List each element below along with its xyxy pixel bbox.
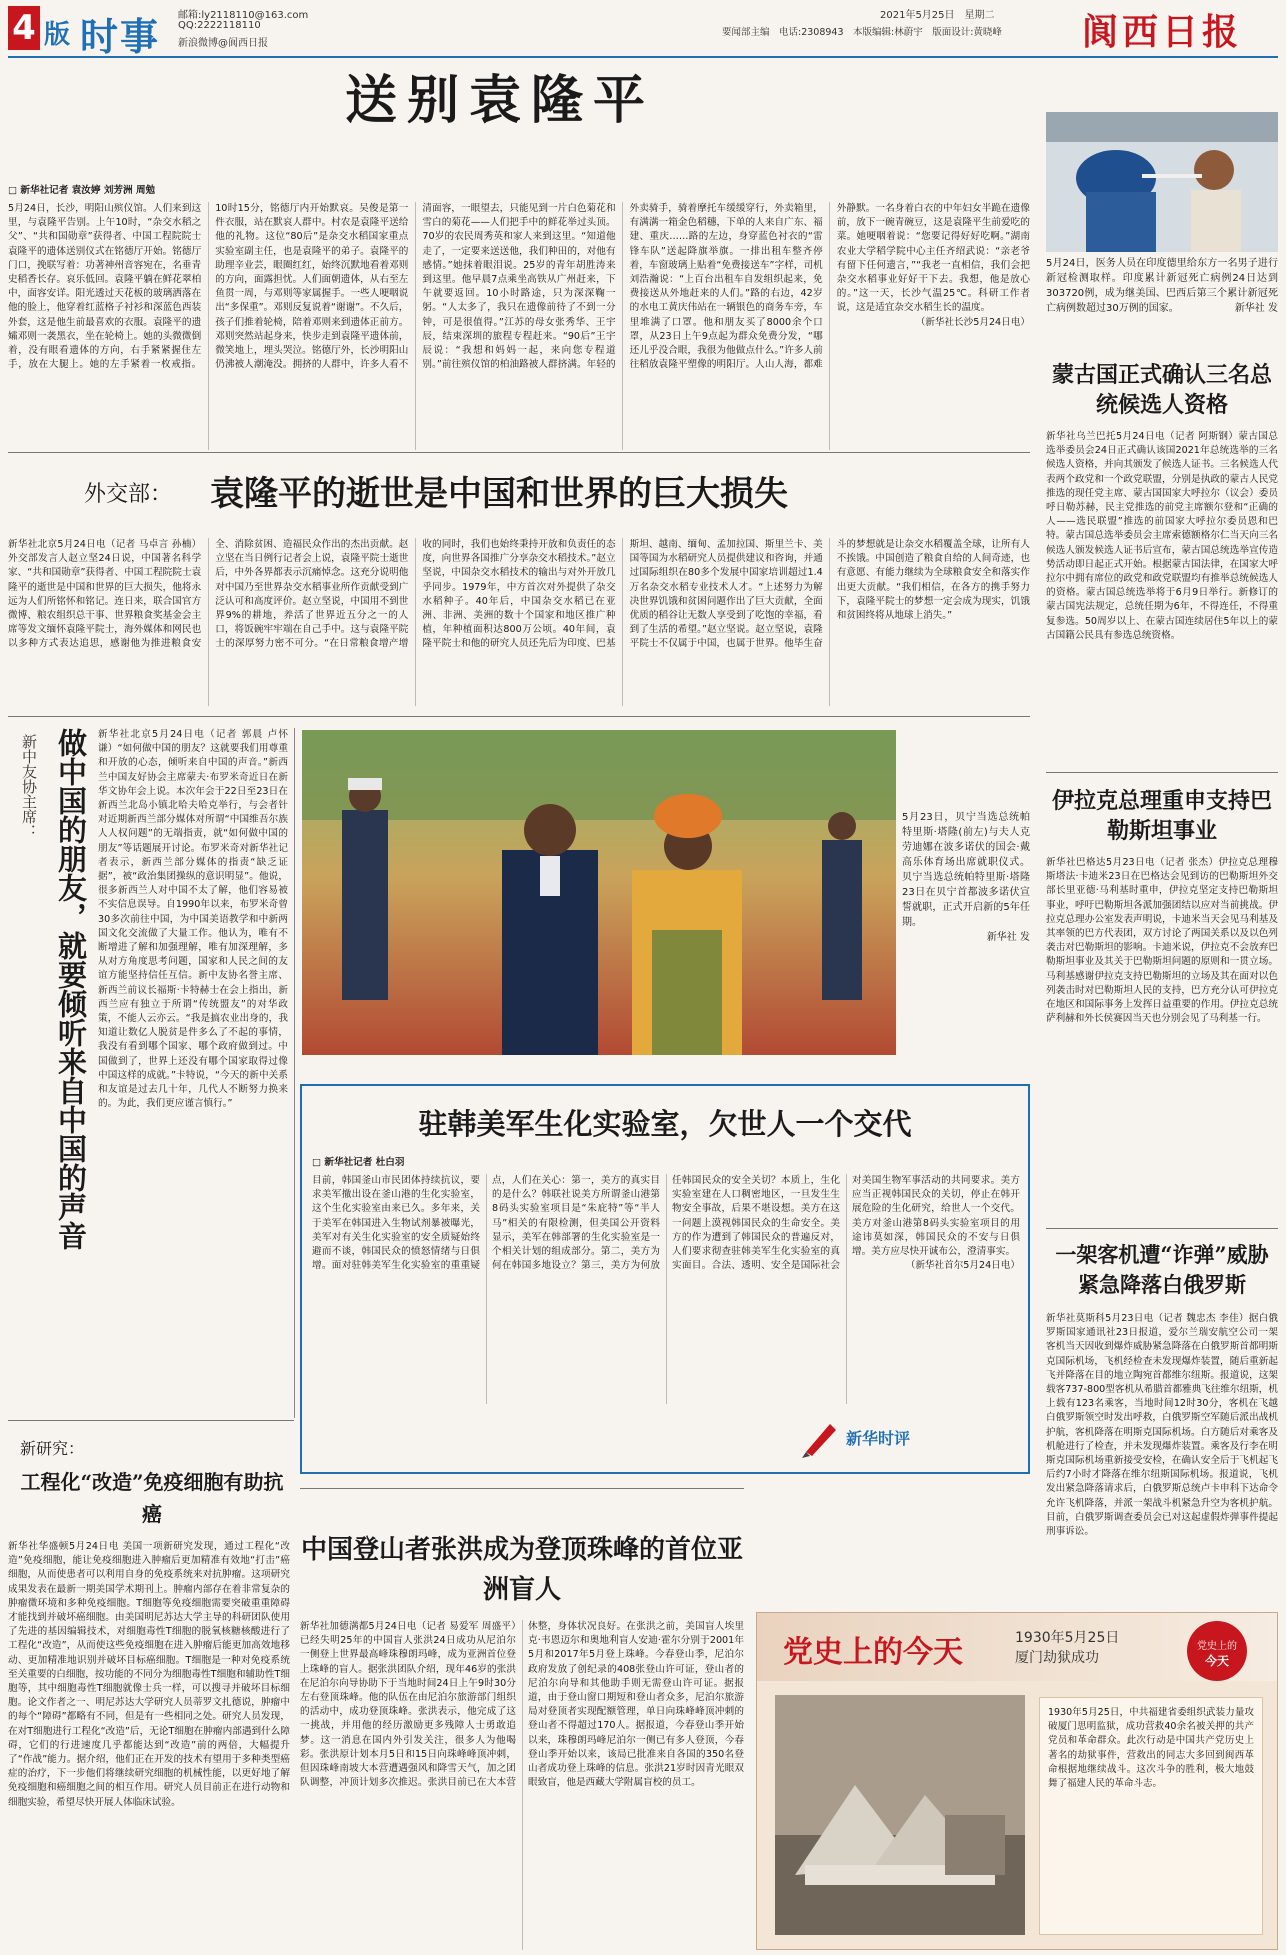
editors-line: 要闻部主编 电话:2308943 本版编辑:林蔚宇 版面设计:黄晓峰 [722,27,1002,38]
mongolia-headline: 蒙古国正式确认三名总统候选人资格 [1051,362,1272,418]
history-banner: 党史上的今天 [783,1635,963,1670]
page-word: 版 [44,20,71,50]
lead-headline: 送别袁隆平 [344,70,655,131]
pen-icon [800,1418,840,1458]
benin-caption: 5月23日，贝宁当选总统帕特里斯·塔隆(前左)与夫人克劳迪娜在波多诺伏的国会·戴高乐体育场出席就职仪式。贝宁当选总统帕特里斯·塔隆23日在贝宁首都波多诺伏宣誓就职，正式开启新的5年任期。 新华社 发 [902,812,1030,943]
everest-headline: 中国登山者张洪成为登顶珠峰的首位亚洲盲人 [300,1535,743,1605]
lead-credit: （新华社长沙5月24日电） [915,316,1030,328]
nz-vertical-kicker: 新中友协主席： [20,734,38,839]
mfa-headline: 袁隆平的逝世是中国和世界的巨大损失 [210,474,788,514]
korea-headline: 驻韩美军生化实验室，欠世人一个交代 [418,1107,912,1141]
history-badge: 党史上的 今天 [1187,1621,1247,1681]
cancer-kicker: 新研究： [20,1439,85,1458]
lead-body: 5月24日，长沙，明阳山殡仪馆。人们来到这里，与袁隆平告别。上午10时，“杂交水稻之父”、“共和国勋章”获得者、中国工程院院士袁隆平的遗体送别仪式在铭德厅开始。铭德厅门口，挽联写着：功著神州音容宛在，名垂青史稻香长存。哀乐低回。袁隆平躺在鲜花翠柏中，面容安详。阳光透过天花板的玻璃洒落在他的脸上，他穿着红蓝格子衬衫和深蓝色西装外套，这是他生前最喜欢的衣服。袁隆平的遗孀邓则一袭黑衣，坐在轮椅上。她的头微微倒着，没有眼看遗体的方向，右手紧紧握住左手，放在大腿上。她的左手紧着一枚戒指。10时15分，铭德厅内开始默哀。吴俊是第一件衣服，站在默哀人群中。村农是袁隆平送给他的礼物。这位“80后”是杂交水稻国家重点实验室副主任，也是袁隆平的弟子。袁隆平的助理辛业芸，眼圈红红，始终沉默地看着邓则的方向，面露担忧。人们面朝遗体，从右至左鱼贯一周，与邓则等家属握手。一些人哽咽说出“多保重”。邓则反复说着“谢谢”。不久后，孩子们推着轮椅，陪着邓则来到遗体正前方。邓则突然站起身来，快步走到袁隆平遗体前，微笑地上，埋头哭泣。铭德厅外，长沙明阳山仍沸被人潮淹没。拥挤的人群中，许多人看不清面容，一眼望去，只能见到一片白色菊花和雪白的菊花——人们把手中的鲜花举过头顶。70岁的农民周秀英和家人来到这里。“知道他走了，一定要来送送他，我们种田的，对他有感情。”她抹着眼泪说。25岁的青年胡胜涛来到这里。他早晨7点乘坐高铁从广州赶来，下午就要返回。10小时路途，只为深深鞠一躬。“人太多了，我只在遗像前待了不到一分钟，可是很值得。”江苏的母女张秀华、王宇辰，结束深圳的旅程专程赶来。“90后”王宇辰说：“我想和妈妈一起，来向您专程道别。”前往殡仪馆的柏油路被人群挤满。年轻的外卖骑手，骑着摩托车缓缓穿行，外卖箱里，有满满一箱金色稻穗，下单的人来自广东、福建、重庆……路的左边，身穿蓝色衬衣的“雷锋车队”送起降旗举旗。一排出租车整齐停着，车窗玻璃上贴着“免费接送车”字样，司机刘浩瀚说：“上百台出租车自发组织起来，免费接送从外地赶来的人们。”路的右边，42岁的水电工黄庆伟站在一辆银色的商务车旁，车里堆满了口罩。他和朋友买了8000余个口罩，从23日上午9点起为群众免费分发，“哪还儿乎没合眼，我很为他做点什么。”许多人前往稻放袁隆平塑像的明阳厅。人山人海，都难外静默。一名身着白衣的中年妇女半跪在遗像前，放下一碗青碗豆，这是袁隆平生前爱吃的菜。她哽咽着说：“您要记得好好吃啊。”湖南农业大学稻学院中心主任齐绍武说：“亲老爷有留下任何遗言，”“我老一直相信，我们会把杂交水稻事业好好干下去。我想，他是放心的。”这一天，长沙气温25℃。科研工作者说，这是适宜杂交水稻生长的温度。 （新华社长沙5月24日电） [8,203,1030,371]
section-title: 时事 [80,15,161,56]
covid-test-photo [1046,112,1278,252]
iraq-body: 新华社巴格达5月23日电（记者 张杰）伊拉克总理穆斯塔法·卡迪米23日在巴格达会见到访的巴勒斯坦外交部长里亚德·马利基时重申，伊拉克坚定支持巴勒斯坦事业，呼吁巴勒斯坦各派加强团结以应对当前挑战。伊拉克总理办公室发表声明说，卡迪米当天会见马利基及其率领的巴方代表团，双方讨论了两国关系以及以色列袭击对巴勒斯坦的影响。卡迪米说，伊拉克不会放弃巴勒斯坦事业及其关于巴勒斯坦问题的原则和一贯立场。马利基感谢伊拉克支持巴勒斯坦的立场及其在面对以色列袭击时对巴勒斯坦人民的支持，巴方充分认可伊拉克在地区和国际事务上发挥日益重要的作用。伊拉克总统萨利赫和外长侯赛因当天也分别会见了马利基一行。 [1046,857,1278,1025]
issue-date: 2021年5月25日 星期二 [880,10,995,21]
page-number-badge: 4 [8,6,40,50]
plane-headline: 一架客机遭“诈弹”威胁紧急降落白俄罗斯 [1055,1242,1269,1297]
lead-byline: □ 新华社记者 袁汝婷 刘芳洲 周勉 [8,185,156,196]
covid-credit: 新华社 发 [1234,303,1278,314]
iraq-headline: 伊拉克总理重申支持巴勒斯坦事业 [1051,788,1272,844]
everest-body: 新华社加德满都5月24日电（记者 易爱军 周盛平）已经失明25年的中国盲人张洪24日成功从尼泊尔一侧登上世界最高峰珠穆朗玛峰，成为亚洲首位登上珠峰的盲人。据张洪团队介绍，现年46岁的张洪在尼泊尔向导协助下于当地时间24日上午9时30分左右登顶珠峰。他的队伍在由尼泊尔旅游部门组织的活动中，成功登顶珠峰。张洪表示，他完成了这一挑战，并用他的经历激励更多残障人士勇敢追梦。这一消息在国内外引发关注，很多人为他喝彩。张洪原计划本月5日和15日向珠峰峰顶冲刺，但因珠峰南坡大本营遭遇强风和降雪天气，加之团队调整，冲顶计划多次推迟。张洪目前已在大本营休整，身体状况良好。在张洪之前，美国盲人埃里克·韦恩迈尔和奥地利盲人安迪·霍尔分别于2001年5月和2017年5月登上珠峰。今春登山季，尼泊尔政府发放了创纪录的408张登山许可证，登山者的尼泊尔向导和其他助手则无需登山许可证。据报道，由于登山窗口期短和登山者众多，尼泊尔旅游局对登顶者实现配额管理，单日向珠峰峰顶冲刺的登山者不得超过170人。据报道，今春登山季开始以来，珠穆朗玛峰尼泊尔一侧已有多人登顶，今春登山季开始以来，该局已批准来自各国的350名登山者成功登上珠峰的信息。张洪21岁时因青光眼双眼致盲，他是西藏大学附属盲校的员工。 [300,1621,744,1789]
contact-weibo: 新浪微博@阆西日报 [178,38,268,49]
cancer-headline: 工程化“改造”免疫细胞有助抗癌 [20,1470,284,1526]
mongolia-body: 新华社乌兰巴托5月24日电（记者 阿斯钢）蒙古国总选举委员会24日正式确认该国2021年总统选举的三名候选人资格，并向其颁发了候选人证书。三名候选人代表两个政党和一个政党联盟，分别是执政的蒙古人民党推选的现任党主席、蒙古国国家大呼拉尔（议会）委员呼日勒苏赫，民主党推选的前党主席额尔登和“正确的人——选民联盟”推选的前国家大呼拉尔委员恩和巴特。蒙古国总选举委员会主席索德额格尔仁当天向三名候选人颁发候选人证书后宣布，蒙古国总统选举宣传造势活动即日起正式开始。根据蒙古国法律，在国家大呼拉尔中拥有席位的政党和政党联盟均有推举总统候选人的资格。蒙古国总统选举将于6月9日举行。新修订的蒙古国宪法规定，总统任期为6年，不得连任，不得重复参选。50周岁以上、在蒙古国连续居住5年以上的蒙古国籍公民具有参选总统资格。 [1046,431,1278,641]
korea-byline: □ 新华社记者 杜白羽 [312,1157,405,1168]
history-date: 1930年5月25日 [1015,1630,1120,1646]
history-body: 1930年5月25日，中共福建省委组织武装力量攻破厦门思明监狱，成功营救40余名被关押的共产党员和革命群众。此次行动是中国共产党历史上著名的劫狱事件，营救出的同志大多回到闽西革命根据地继续战斗。这次斗争的胜利，极大地鼓舞了福建人民的革命斗志。 [1039,1697,1263,1935]
covid-test-caption: 5月24日，医务人员在印度德里给东方一名男子进行新冠检测取样。印度累计新冠死亡病例24日达到303720例，成为继美国、巴西后第三个累计新冠死亡病例数超过30万例的国家。 新华社 发 [1046,258,1278,314]
nz-body: 新华社北京5月24日电（记者 郭晨 卢怀谦）“如何做中国的朋友？这就要我们用尊重和开放的心态，倾听来自中国的声音。”新西兰中国友好协会主席蒙夫·布罗米奇近日在新华文协年会上说。本次年会于22日至23日在新西兰北岛小镇北哈夫哈克举行，与会者针对近期新西兰部分媒体对所谓“中国维吾尔族人人权问题”的无端指责，就“如何做中国的朋友”等话题展开讨论。布罗米奇对新华社记者表示，新西兰部分媒体的指责“缺乏证据”，被“政治集团操纵的意识明显”。他说，很多新西兰人对中国不太了解，他们容易被不实信息误导。自1990年以来，布罗米奇曾30多次前往中国，为中国美语教学和中新两国文化交流做了大量工作。他认为，唯有不断增进了解和加强理解，唯有加深理解，多从对方角度思考问题，国家和人民之间的友谊方能坚持信任互信。新中友协名誉主席、新西兰前议长福斯·卡特赫士在会上指出，新西兰应有独立于所谓“传统盟友”的对华政策，不能人云亦云。“我是搞农业出身的，我知道让数亿人脱贫是件多么了不起的事情，我没有看到哪个国家、哪个政府做到过。中国做到了，世界上还没有哪个国家取得过像中国这样的成就。”卡特说，“今天的新中关系和友谊是过去几十年，几代人不断努力换来的。为此，我们更应谨言慎行。” [98,729,288,1110]
mfa-kicker: 外交部： [84,482,173,507]
cancer-body: 新华社华盛顿5月24日电 美国一项新研究发现，通过工程化“改造”免疫细胞，能让免疫细胞进入肿瘤后更加精准有效地“打击”癌细胞，从而使患者可以利用自身的免疫系统来对抗肿瘤。这项研究成果发表在最新一期美国学术期刊上。肿瘤内部存在着非常复杂的肿瘤微环境和多种免疫细胞。T细胞等免疫细胞需要突破重重障碍才能找到并破坏癌细胞。由美国明尼苏达大学主导的科研团队使用了先进的基因编辑技术，对细胞毒性T细胞的脱氧核糖核酸进行了工程化“改造”，从而使这些免疫细胞在进入肿瘤后能更加高效地移动、更加精准地识别并破坏目标癌细胞。T细胞是一种对免疫系统至关重要的白细胞，按功能的不同分为细胞毒性T细胞和辅助性T细胞等，其中细胞毒性T细胞就像士兵一样，可以搜寻并破坏目标细胞。论文作者之一、明尼苏达大学研究人员蒂罗文扎德说，肿瘤中的每个“障碍”都略有不同，但是有一些相同之处。研究人员发现，在对T细胞进行工程化“改造”后，无论T细胞在肿瘤内部遇到什么障碍，它们的行进速度几乎都能达到“改造”前的两倍，大幅提升了“作战”能力。据介绍，他们正在开发的技术有望用于多种类型癌症的治疗，下一步他们将继续研究细胞的机械性能，以更好地了解免疫细胞和癌细胞之间的相互作用。研究人员目前正在进行动物和细胞实验，希望尽快开展人体临床试验。 [8,1541,290,1808]
history-box [756,1612,1278,1950]
paper-name: 阆西日报 [1082,11,1243,53]
benin-inauguration-photo [302,730,896,1055]
contact-qq: QQ:2222118110 [178,20,261,31]
history-photo [775,1695,1025,1935]
korea-body: 目前，韩国釜山市民团体持续抗议，要求美军撤出设在釜山港的生化实验室，这个生化实验室由来已久。多年来，关于美军在韩国进入生物试剂暴被曝光，美军对有关生化实验室的安全质疑始终避而不谈，韩国民众的愤怒情绪与日俱增。面对驻韩美军生化实验室的重重疑点，人们在关心：第一，美方的真实目的是什么？韩联社说美方所谓釜山港第8码头实验室项目是“朱庇特”等“半人马”相关的有限检测，但美国公开资料显示，美军在韩部署的生化实验室是一个相关计划的组成部分。第二，美方为何在韩国多地设立？第三，美方为何放任韩国民众的安全关切？本质上，生化实验室建在人口稠密地区，一旦发生生物安全事故，后果不堪设想。美方在这一问题上漠视韩国民众的生命安全。美方的作为遭到了韩国民众的普遍反对，人们要求彻查驻韩美军生化实验室的真实面目。合法、透明、安全是国际社会对美国生物军事活动的共同要求。美方应当正视韩国民众的关切，停止在韩开展危险的生化研究，给世人一个交代。美方对釜山港第8码头实验室项目的用途讳莫如深，韩国民众的不安与日俱增。美方应尽快开诚布公，澄清事实。 （新华社首尔5月24日电） [312,1174,1020,1404]
history-event: 厦门劫狱成功 [1015,1650,1099,1666]
korea-credit: （新华社首尔5月24日电） [905,1260,1020,1272]
xinhua-comment-tag: 新华时评 [800,1418,980,1458]
plane-body: 新华社莫斯科5月23日电（记者 魏忠杰 李佳）据白俄罗斯国家通讯社23日报道，爱尔兰瑞安航空公司一架客机当天因收到爆炸威胁紧急降落在白俄罗斯首都明斯克国际机场，飞机经检查未发现爆炸装置，随后重新起飞并降落在目的地立陶宛首都维尔纽斯。报道说，这架载客737-800型客机从希腊首都雅典飞往维尔纽斯，机上载有123名乘客，当地时间12时30分，客机在飞越白俄罗斯领空时发出呼救，白俄罗斯空军随后派出战机护航，客机降落在明斯克国际机场。白方随后对乘客及机舱进行了检查，并未发现爆炸装置。乘客及行李在明斯克国际机场重新接受安检，在确认安全后于飞机起飞后约7小时才降落在维尔纽斯国际机场。报道说，飞机发出紧急降落请求后，白俄罗斯总统卢卡申科下达命令允许飞机降落，并派一架战斗机紧急升空为客机护航。目前，白俄罗斯调查委员会已对这起虚假炸弹事件提起刑事诉讼。 [1046,1313,1278,1538]
mfa-body: 新华社北京5月24日电（记者 马卓言 孙楠）外交部发言人赵立坚24日说，中国著名科学家、“共和国勋章”获得者、中国工程院院士袁隆平的逝世是中国和世界的巨大损失，他将永远为人们所铭怀和铭记。连日来，联合国官方微博、粮农组织总干事、世界粮食奖基金会主席等发文缅怀袁隆平院士，海外媒体和网民也以多种方式表达追思，感谢他为推进粮食安全、消除贫困、造福民众作出的杰出贡献。赵立坚在当日例行记者会上说，袁隆平院士逝世后，中外各界都表示沉痛悼念。这充分说明他对中国乃至世界杂交水稻事业所作贡献受到广泛认可和高度评价。赵立坚说，中国用不到世界9%的耕地，养活了世界近五分之一的人口，将饭碗牢牢端在自己手中。这与袁隆平院士的深厚努力密不可分。“在日常粮食增产增收的同时，我们也始终秉持开放和负责任的态度，向世界各国推广分享杂交水稻技术。”赵立坚说，中国杂交水稻技术的输出与对外开放几乎同步。1979年，中方首次对外提供了杂交水稻种子。40年后，中国杂交水稻已在亚洲、非洲、美洲的数十个国家和地区推广种植，年种植面积达800万公顷。40年间，袁隆平院士和他的研究人员还先后为印度、巴基斯坦、越南、缅甸、孟加拉国、斯里兰卡、美国等国为水稻研究人员提供建议和咨询，并通过国际组织在80多个发展中国家培训超过1.4万名杂交水稻专业技术人才。“上述努力为解决世界饥饿和贫困问题作出了巨大贡献，全面优质的稻谷让无数人享受到了吃饱的幸福，看到了生活的希望。”赵立坚说。赵立坚说，袁隆平院士不仅属于中国，也属于世界。他毕生奋斗的梦想就是让杂交水稻覆盖全球，让所有人不挨饿。中国创造了粮食自给的人间奇迹，也有意愿、有能力继续为全球粮食安全和落实作出更大贡献。“我们相信，在各方的携手努力下，袁隆平院士的梦想一定会成为现实，饥饿和贫困终将从地球上消失。” [8,539,1030,650]
masthead [0,0,1286,56]
benin-credit: 新华社 发 [986,932,1030,943]
contact-email: 邮箱:ly2118110@163.com [178,10,309,21]
nz-headline: 做中国的朋友，就要倾听来自中国的声音 [54,728,88,1250]
